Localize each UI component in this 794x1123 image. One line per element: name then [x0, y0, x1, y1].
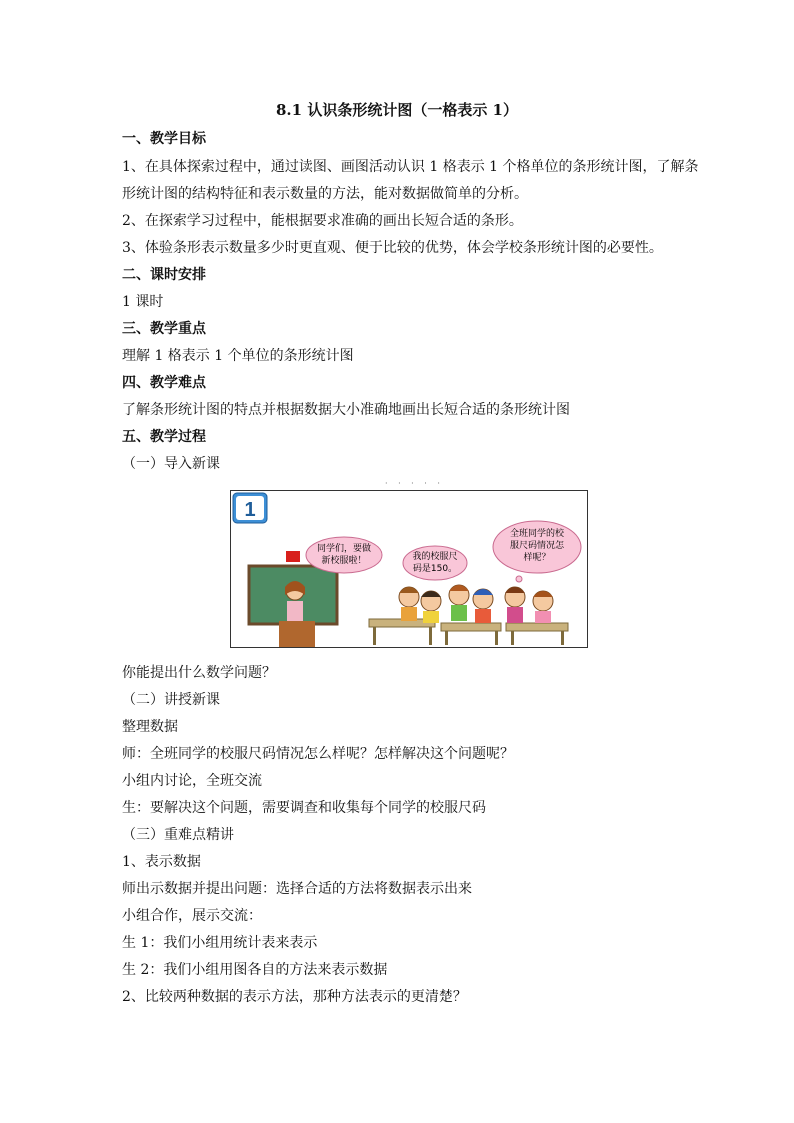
svg-text:样呢？: 样呢？ — [523, 553, 551, 563]
speech-bubble-thought — [493, 521, 581, 582]
organize-data: 整理数据 — [122, 719, 178, 735]
section-heading-process: 五、教学过程 — [122, 429, 206, 445]
classroom-scene-svg — [231, 491, 588, 648]
classroom-illustration — [230, 490, 588, 648]
section-heading-key-points: 三、教学重点 — [122, 321, 206, 337]
difficulties-text: 了解条形统计图的特点并根据数据大小准确地画出长短合适的条形统计图 — [122, 402, 570, 418]
group-discussion: 小组内讨论，全班交流 — [122, 773, 262, 789]
teacher-question: 师：全班同学的校服尺码情况怎么样呢？怎样解决这个问题呢？ — [122, 746, 514, 762]
student-1-answer: 生 1：我们小组用统计表来表示 — [122, 935, 318, 951]
svg-text:码是150。: 码是150。 — [412, 564, 458, 574]
svg-text:全班同学的校: 全班同学的校 — [509, 529, 565, 539]
goal-1-line-1: 1、在具体探索过程中，通过读图、画图活动认识 1 格表示 1 个格单位的条形统计图，了解条 — [122, 159, 699, 175]
key-points-text: 理解 1 格表示 1 个单位的条形统计图 — [122, 348, 354, 364]
represent-data: 1、表示数据 — [122, 854, 201, 870]
lesson-badge-number: 1 — [244, 499, 256, 521]
red-flag-icon — [286, 551, 300, 562]
subsection-intro: （一）导入新课 — [122, 456, 220, 472]
section-heading-goals: 一、教学目标 — [122, 131, 206, 147]
page-title: 8.1 认识条形统计图（一格表示 1） — [276, 101, 518, 119]
teacher-shows-data: 师出示数据并提出问题：选择合适的方法将数据表示出来 — [122, 881, 472, 897]
speech-bubble-teacher — [306, 537, 382, 573]
goal-3: 3、体验条形表示数量多少时更直观、便于比较的优势，体会学校条形统计图的必要性。 — [122, 240, 663, 256]
question-prompt: 你能提出什么数学问题？ — [122, 665, 276, 681]
goal-2: 2、在探索学习过程中，能根据要求准确的画出长短合适的条形。 — [122, 213, 523, 229]
subsection-key-difficulties: （三）重难点精讲 — [122, 827, 234, 843]
svg-text:新校服啦！: 新校服啦！ — [321, 556, 367, 566]
subsection-teaching: （二）讲授新课 — [122, 692, 220, 708]
students-icon — [399, 585, 553, 623]
student-2-answer: 生 2：我们小组用图各自的方法来表示数据 — [122, 962, 388, 978]
compare-methods: 2、比较两种数据的表示方法，那种方法表示的更清楚？ — [122, 989, 467, 1005]
scribble-text: · · · · · — [385, 479, 444, 488]
svg-text:服尺码情况怎: 服尺码情况怎 — [509, 541, 565, 551]
section-heading-schedule: 二、课时安排 — [122, 267, 206, 283]
schedule-text: 1 课时 — [122, 294, 164, 310]
student-answer: 生：要解决这个问题，需要调查和收集每个同学的校服尺码 — [122, 800, 486, 816]
svg-text:同学们，要做: 同学们，要做 — [316, 544, 372, 554]
speech-bubble-student — [403, 546, 467, 580]
goal-1-line-2: 形统计图的结构特征和表示数量的方法，能对数据做简单的分析。 — [122, 186, 528, 202]
section-heading-difficulties: 四、教学难点 — [122, 375, 206, 391]
group-cooperation: 小组合作，展示交流： — [122, 908, 262, 924]
svg-text:我的校服尺: 我的校服尺 — [412, 552, 458, 562]
